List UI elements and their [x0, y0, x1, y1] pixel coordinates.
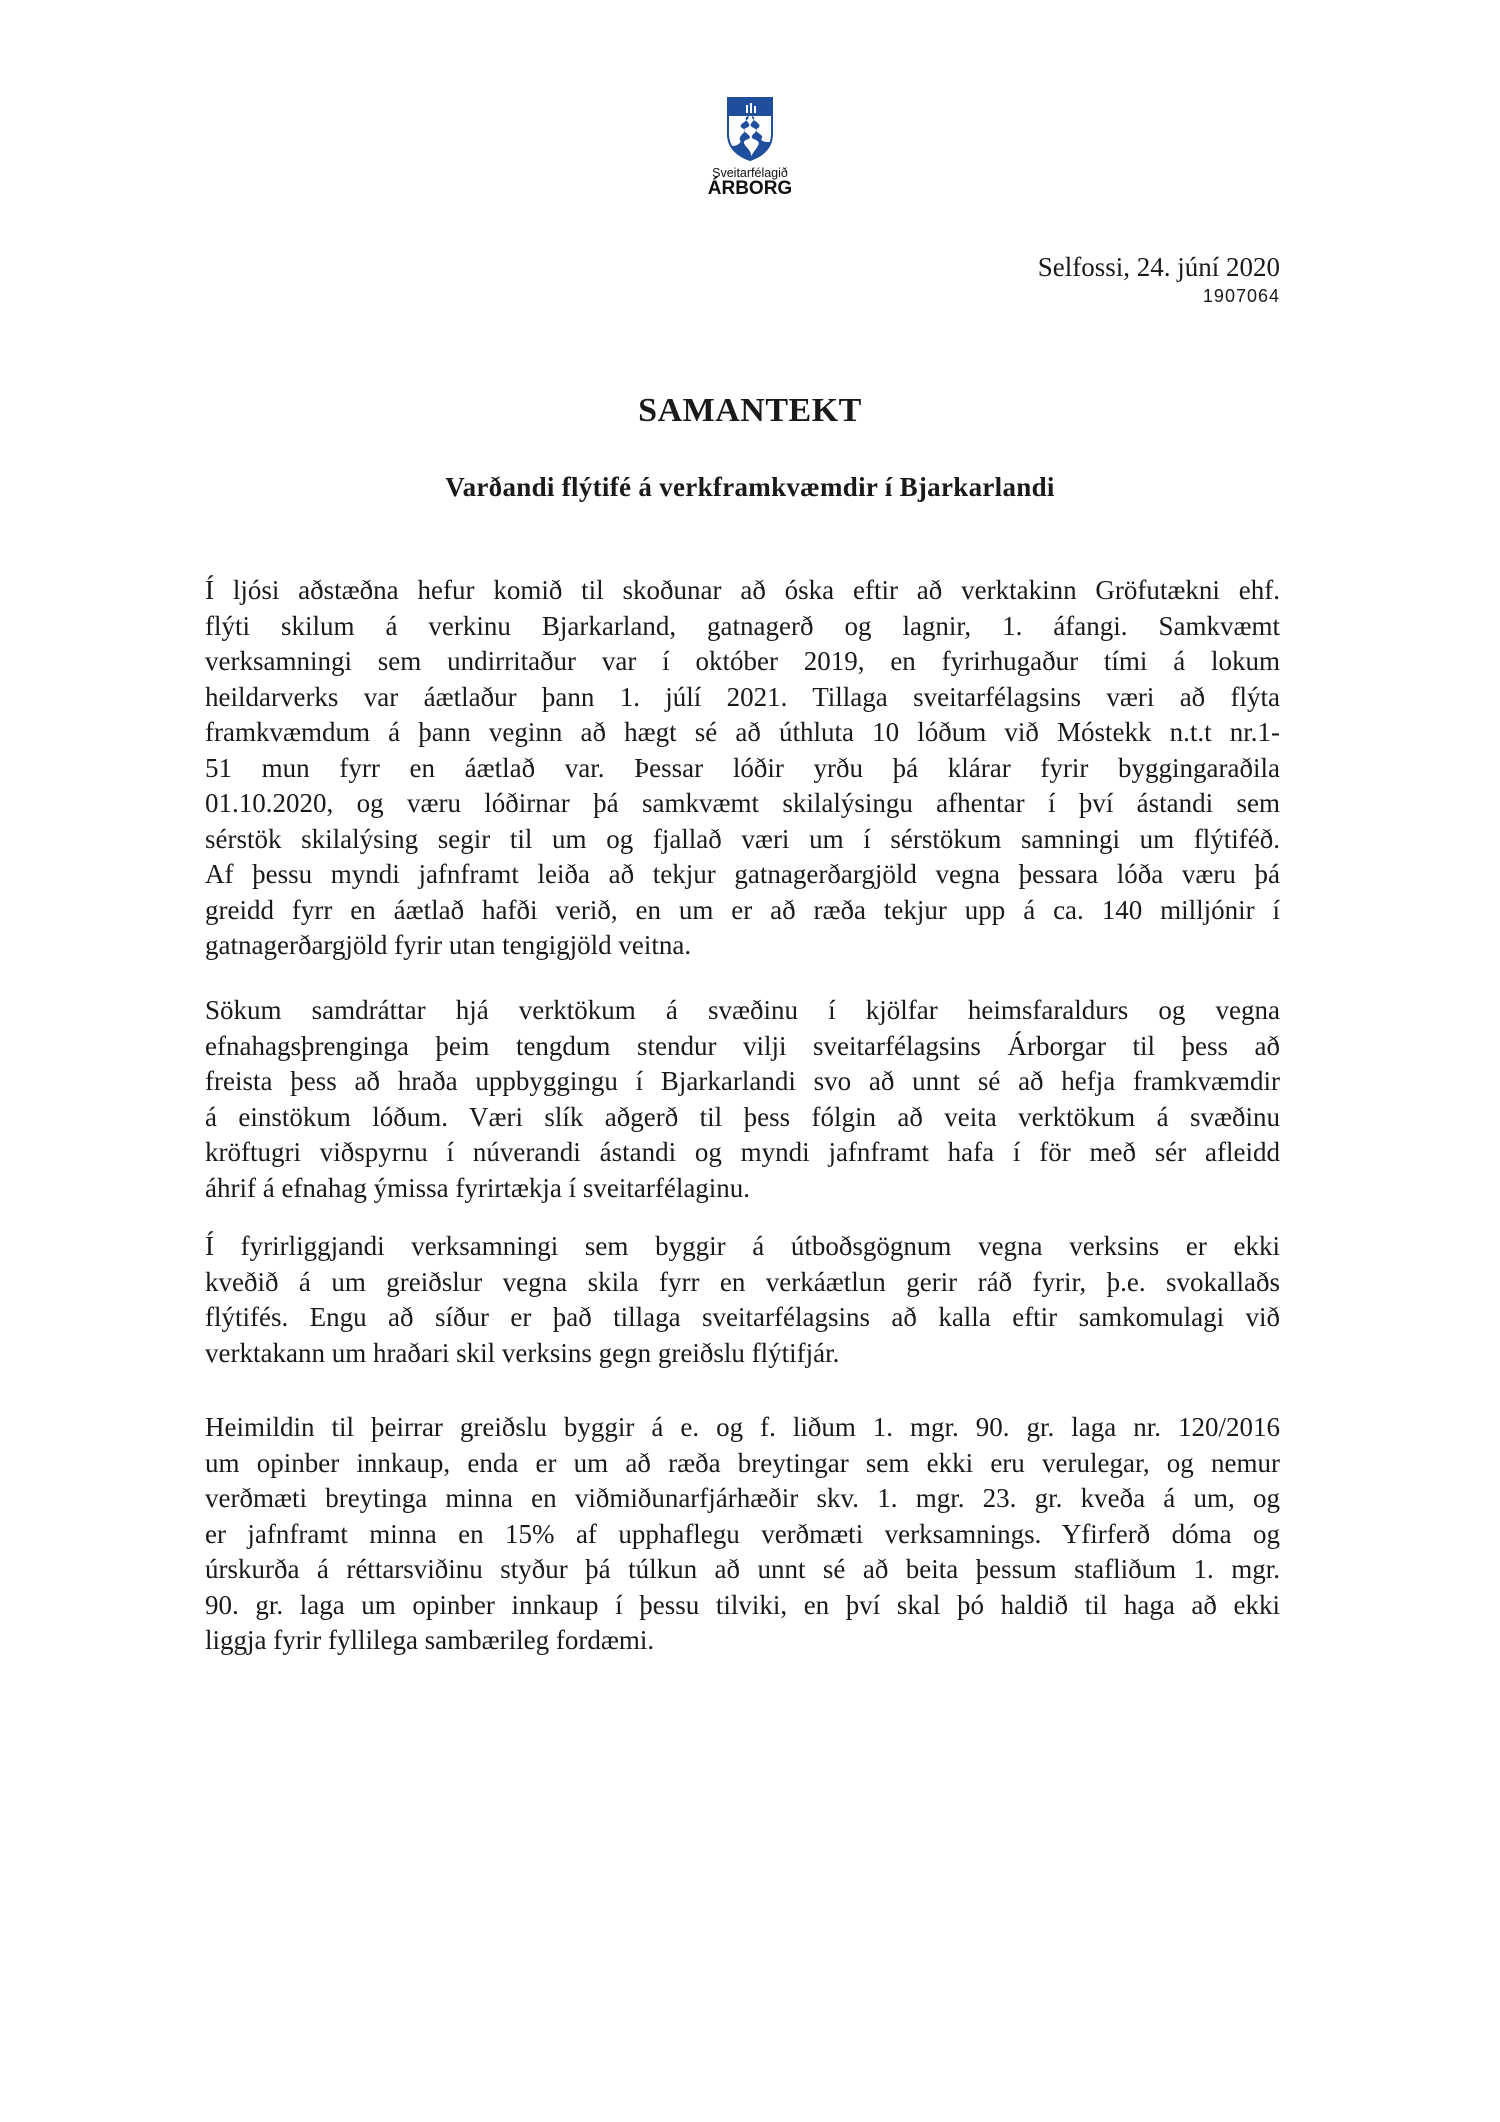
text-line: greidd fyrr en áætlað hafði verið, en um er að ræða tekjur upp á ca. 140 milljónir í [205, 894, 1280, 925]
text-line: framkvæmdum á þann veginn að hægt sé að úthluta 10 lóðum við Móstekk n.t.t nr.1- [205, 717, 1280, 747]
text-line: flýtifés. Engu að síður er það tillaga sveitarfélagsins að kalla eftir samkomulagi við [205, 1302, 1280, 1332]
document-title: SAMANTEKT [638, 392, 862, 429]
text-line: verksamningi sem undirritaður var í október 2019, en fyrirhugaður tími á lokum [205, 646, 1280, 676]
text-line: Í ljósi aðstæðna hefur komið til skoðunar að óska eftir að verktakinn Gröfutækni ehf. [205, 575, 1280, 605]
text-line: sérstök skilalýsing segir til um og fjallað væri um í sérstökum samningi um flýtiféð. [205, 823, 1280, 854]
paragraph-4 [205, 1410, 1280, 1659]
text-line: flýti skilum á verkinu Bjarkarland, gatnagerð og lagnir, 1. áfangi. Samkvæmt [205, 610, 1280, 641]
text-line: um opinber innkaup, enda er um að ræða breytingar sem ekki eru verulegar, og nemur [205, 1447, 1280, 1478]
logo-text-small: Sveitarfélagið [712, 166, 788, 180]
text-line: verðmæti breytinga minna en viðmiðunarfjárhæðir skv. 1. mgr. 23. gr. kveða á um, og [205, 1483, 1280, 1513]
document-subtitle: Varðandi flýtifé á verkframkvæmdir í Bjarkarlandi [445, 472, 1055, 502]
text-line: áhrif á efnahag ýmissa fyrirtækja í sveitarfélaginu. [205, 1172, 751, 1203]
text-line: 01.10.2020, og væru lóðirnar þá samkvæmt skilalýsingu afhentar í því ástandi sem [205, 788, 1280, 818]
text-line: Sökum samdráttar hjá verktökum á svæðinu í kjölfar heimsfaraldurs og vegna [205, 995, 1280, 1025]
text-line: kröftugri viðspyrnu í núverandi ástandi og myndi jafnframt hafa í för með sér afleidd [205, 1137, 1280, 1167]
text-line: Í fyrirliggjandi verksamningi sem byggir á útboðsgögnum vegna verksins er ekki [205, 1231, 1280, 1261]
case-number: 1907064 [1202, 286, 1280, 306]
paragraph-3 [205, 1229, 1280, 1371]
text-line: liggja fyrir fyllilega sambærileg fordæmi. [205, 1625, 655, 1655]
text-line: á einstökum lóðum. Væri slík aðgerð til þess fólgin að veita verktökum á svæðinu [205, 1101, 1280, 1132]
logo-text-large: ÁRBORG [707, 178, 793, 199]
text-line: verktakann um hraðari skil verksins gegn greiðslu flýtifjár. [205, 1337, 840, 1368]
coat-of-arms-icon [726, 96, 774, 162]
text-line: heildarverks var áætlaður þann 1. júlí 2021. Tillaga sveitarfélagsins væri að flýta [205, 681, 1280, 712]
text-line: Af þessu myndi jafnframt leiða að tekjur gatnagerðargjöld vegna þessara lóða væru þá [205, 859, 1280, 889]
paragraph-2 [205, 993, 1280, 1206]
municipality-logo [700, 96, 800, 198]
text-line: kveðið á um greiðslur vegna skila fyrr en verkáætlun gerir ráð fyrir, þ.e. svokallaðs [205, 1266, 1280, 1297]
text-line: er jafnframt minna en 15% af upphaflegu verðmæti verksamnings. Yfirferð dóma og [205, 1518, 1280, 1549]
paragraph-1 [205, 573, 1280, 964]
place-date: Selfossi, 24. júní 2020 [1037, 252, 1280, 282]
text-line: úrskurða á réttarsviðinu styður þá túlkun að unnt sé að beita þessum stafliðum 1. mgr. [205, 1554, 1280, 1584]
text-line: Heimildin til þeirrar greiðslu byggir á e. og f. liðum 1. mgr. 90. gr. laga nr. 120/2016 [205, 1412, 1280, 1442]
text-line: efnahagsþrenginga þeim tengdum stendur vilji sveitarfélagsins Árborgar til þess að [205, 1030, 1280, 1061]
text-line: 51 mun fyrr en áætlað var. Þessar lóðir yrðu þá klárar fyrir byggingaraðila [205, 752, 1280, 783]
text-line: 90. gr. laga um opinber innkaup í þessu tilviki, en því skal þó haldið til haga að ekki [205, 1589, 1280, 1620]
text-line: freista þess að hraða uppbyggingu í Bjarkarlandi svo að unnt sé að hefja framkvæmdir [205, 1066, 1280, 1096]
text-line: gatnagerðargjöld fyrir utan tengigjöld veitna. [205, 930, 692, 960]
